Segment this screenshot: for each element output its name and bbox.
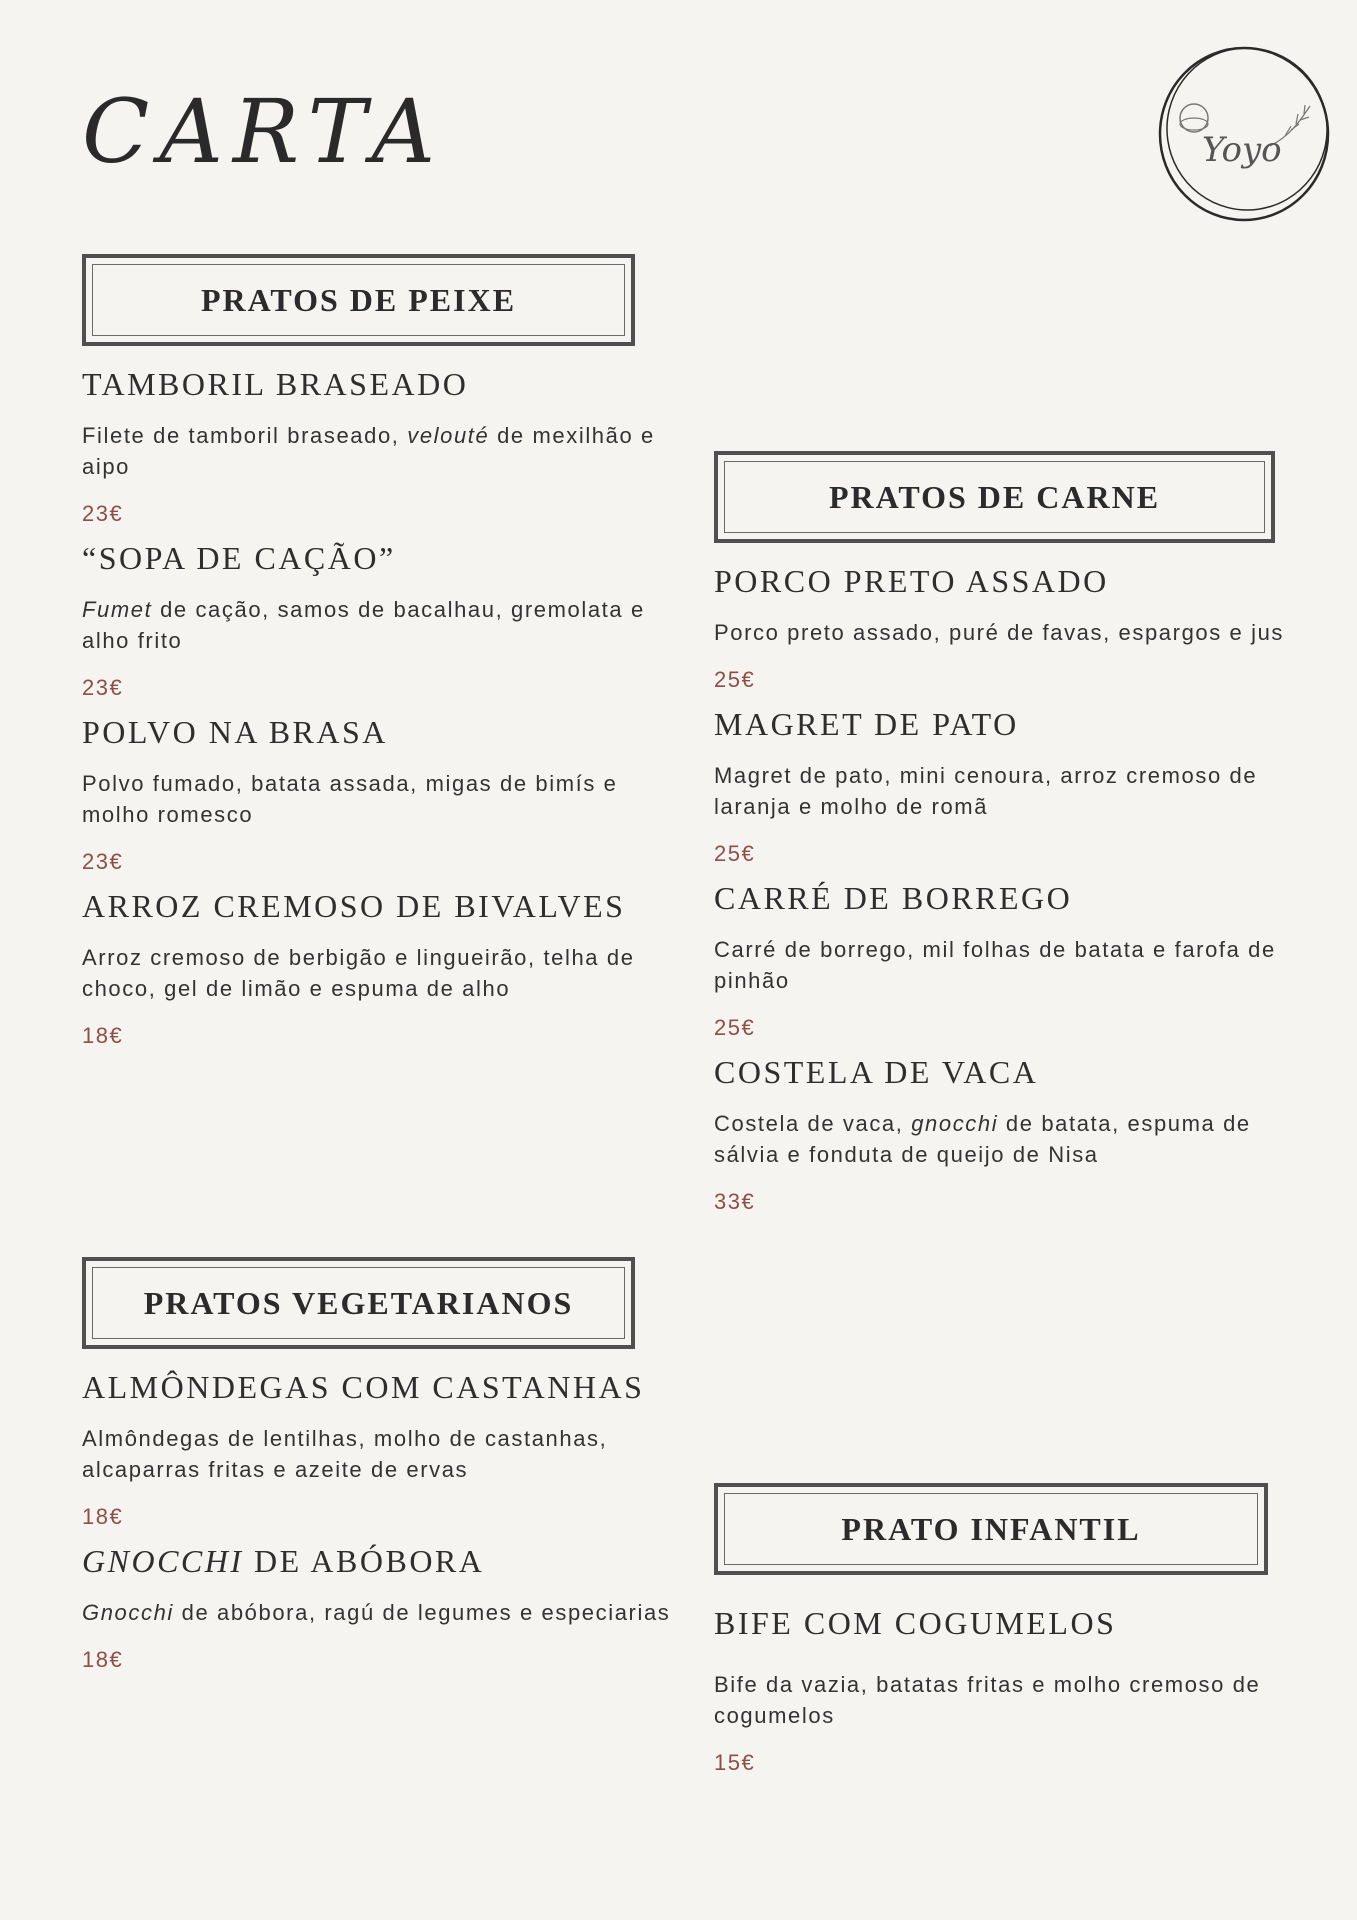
- section-heading-box: [82, 254, 635, 346]
- item-name: PORCO PRETO ASSADO: [714, 563, 1109, 599]
- item-price: 23€: [82, 675, 124, 700]
- section-heading-box: [714, 451, 1275, 543]
- item-name: TAMBORIL BRASEADO: [82, 366, 469, 402]
- item-name: ALMÔNDEGAS COM CASTANHAS: [82, 1369, 645, 1405]
- item-description: Bife da vazia, batatas fritas e molho cremoso de cogumelos: [714, 1672, 1261, 1728]
- item-description: Porco preto assado, puré de favas, espargos e jus: [714, 620, 1285, 645]
- menu-item: [82, 712, 682, 876]
- item-price: 18€: [82, 1504, 124, 1529]
- item-description: Polvo fumado, batata assada, migas de bimís e molho romesco: [82, 771, 618, 827]
- item-name: MAGRET DE PATO: [714, 706, 1019, 742]
- item-price: 23€: [82, 501, 124, 526]
- item-description: Arroz cremoso de berbigão e lingueirão, telha de choco, gel de limão e espuma de alho: [82, 945, 635, 1001]
- item-description: Gnocchi de abóbora, ragú de legumes e especiarias: [82, 1600, 671, 1625]
- menu-item: [82, 1367, 682, 1531]
- item-name: POLVO NA BRASA: [82, 714, 388, 750]
- yoyo-logo-icon: [1150, 36, 1340, 226]
- item-description: Magret de pato, mini cenoura, arroz cremoso de laranja e molho de romã: [714, 763, 1258, 819]
- section-infantil: [714, 1483, 1324, 1787]
- item-name: BIFE COM COGUMELOS: [714, 1605, 1117, 1641]
- section-heading-box: [714, 1483, 1268, 1575]
- item-name: GNOCCHI DE ABÓBORA: [82, 1543, 485, 1579]
- item-description: Filete de tamboril braseado, velouté de mexilhão e aipo: [82, 423, 655, 479]
- item-description: Almôndegas de lentilhas, molho de castanhas, alcaparras fritas e azeite de ervas: [82, 1426, 608, 1482]
- page-title: CARTA: [82, 80, 446, 183]
- menu-item: [82, 538, 682, 702]
- item-name: “SOPA DE CAÇÃO”: [82, 540, 396, 576]
- item-price: 18€: [82, 1647, 124, 1672]
- section-heading: PRATO INFANTIL: [724, 1493, 1258, 1565]
- item-description: Fumet de cação, samos de bacalhau, gremolata e alho frito: [82, 597, 645, 653]
- section-heading: PRATOS VEGETARIANOS: [92, 1267, 625, 1339]
- menu-item: [82, 364, 682, 528]
- item-price: 15€: [714, 1750, 756, 1775]
- item-price: 23€: [82, 849, 124, 874]
- item-price: 18€: [82, 1023, 124, 1048]
- section-heading: PRATOS DE CARNE: [724, 461, 1265, 533]
- item-price: 25€: [714, 667, 756, 692]
- menu-item: [714, 1052, 1314, 1216]
- menu-item: [714, 704, 1314, 868]
- item-price: 25€: [714, 841, 756, 866]
- item-name: ARROZ CREMOSO DE BIVALVES: [82, 888, 626, 924]
- section-heading: PRATOS DE PEIXE: [92, 264, 625, 336]
- menu-item: [714, 1603, 1324, 1777]
- menu-item: [82, 886, 682, 1050]
- menu-item: [714, 561, 1314, 694]
- item-name: CARRÉ DE BORREGO: [714, 880, 1073, 916]
- section-carne: [714, 451, 1314, 1226]
- item-price: 25€: [714, 1015, 756, 1040]
- menu-item: [82, 1541, 682, 1674]
- item-description: Carré de borrego, mil folhas de batata e farofa de pinhão: [714, 937, 1276, 993]
- section-heading-box: [82, 1257, 635, 1349]
- section-vegetarianos: [82, 1257, 682, 1684]
- item-description: Costela de vaca, gnocchi de batata, espuma de sálvia e fonduta de queijo de Nisa: [714, 1111, 1251, 1167]
- item-price: 33€: [714, 1189, 756, 1214]
- section-peixe: [82, 254, 682, 1060]
- menu-item: [714, 878, 1314, 1042]
- logo-text: Yoyo: [1202, 130, 1282, 170]
- item-name: COSTELA DE VACA: [714, 1054, 1039, 1090]
